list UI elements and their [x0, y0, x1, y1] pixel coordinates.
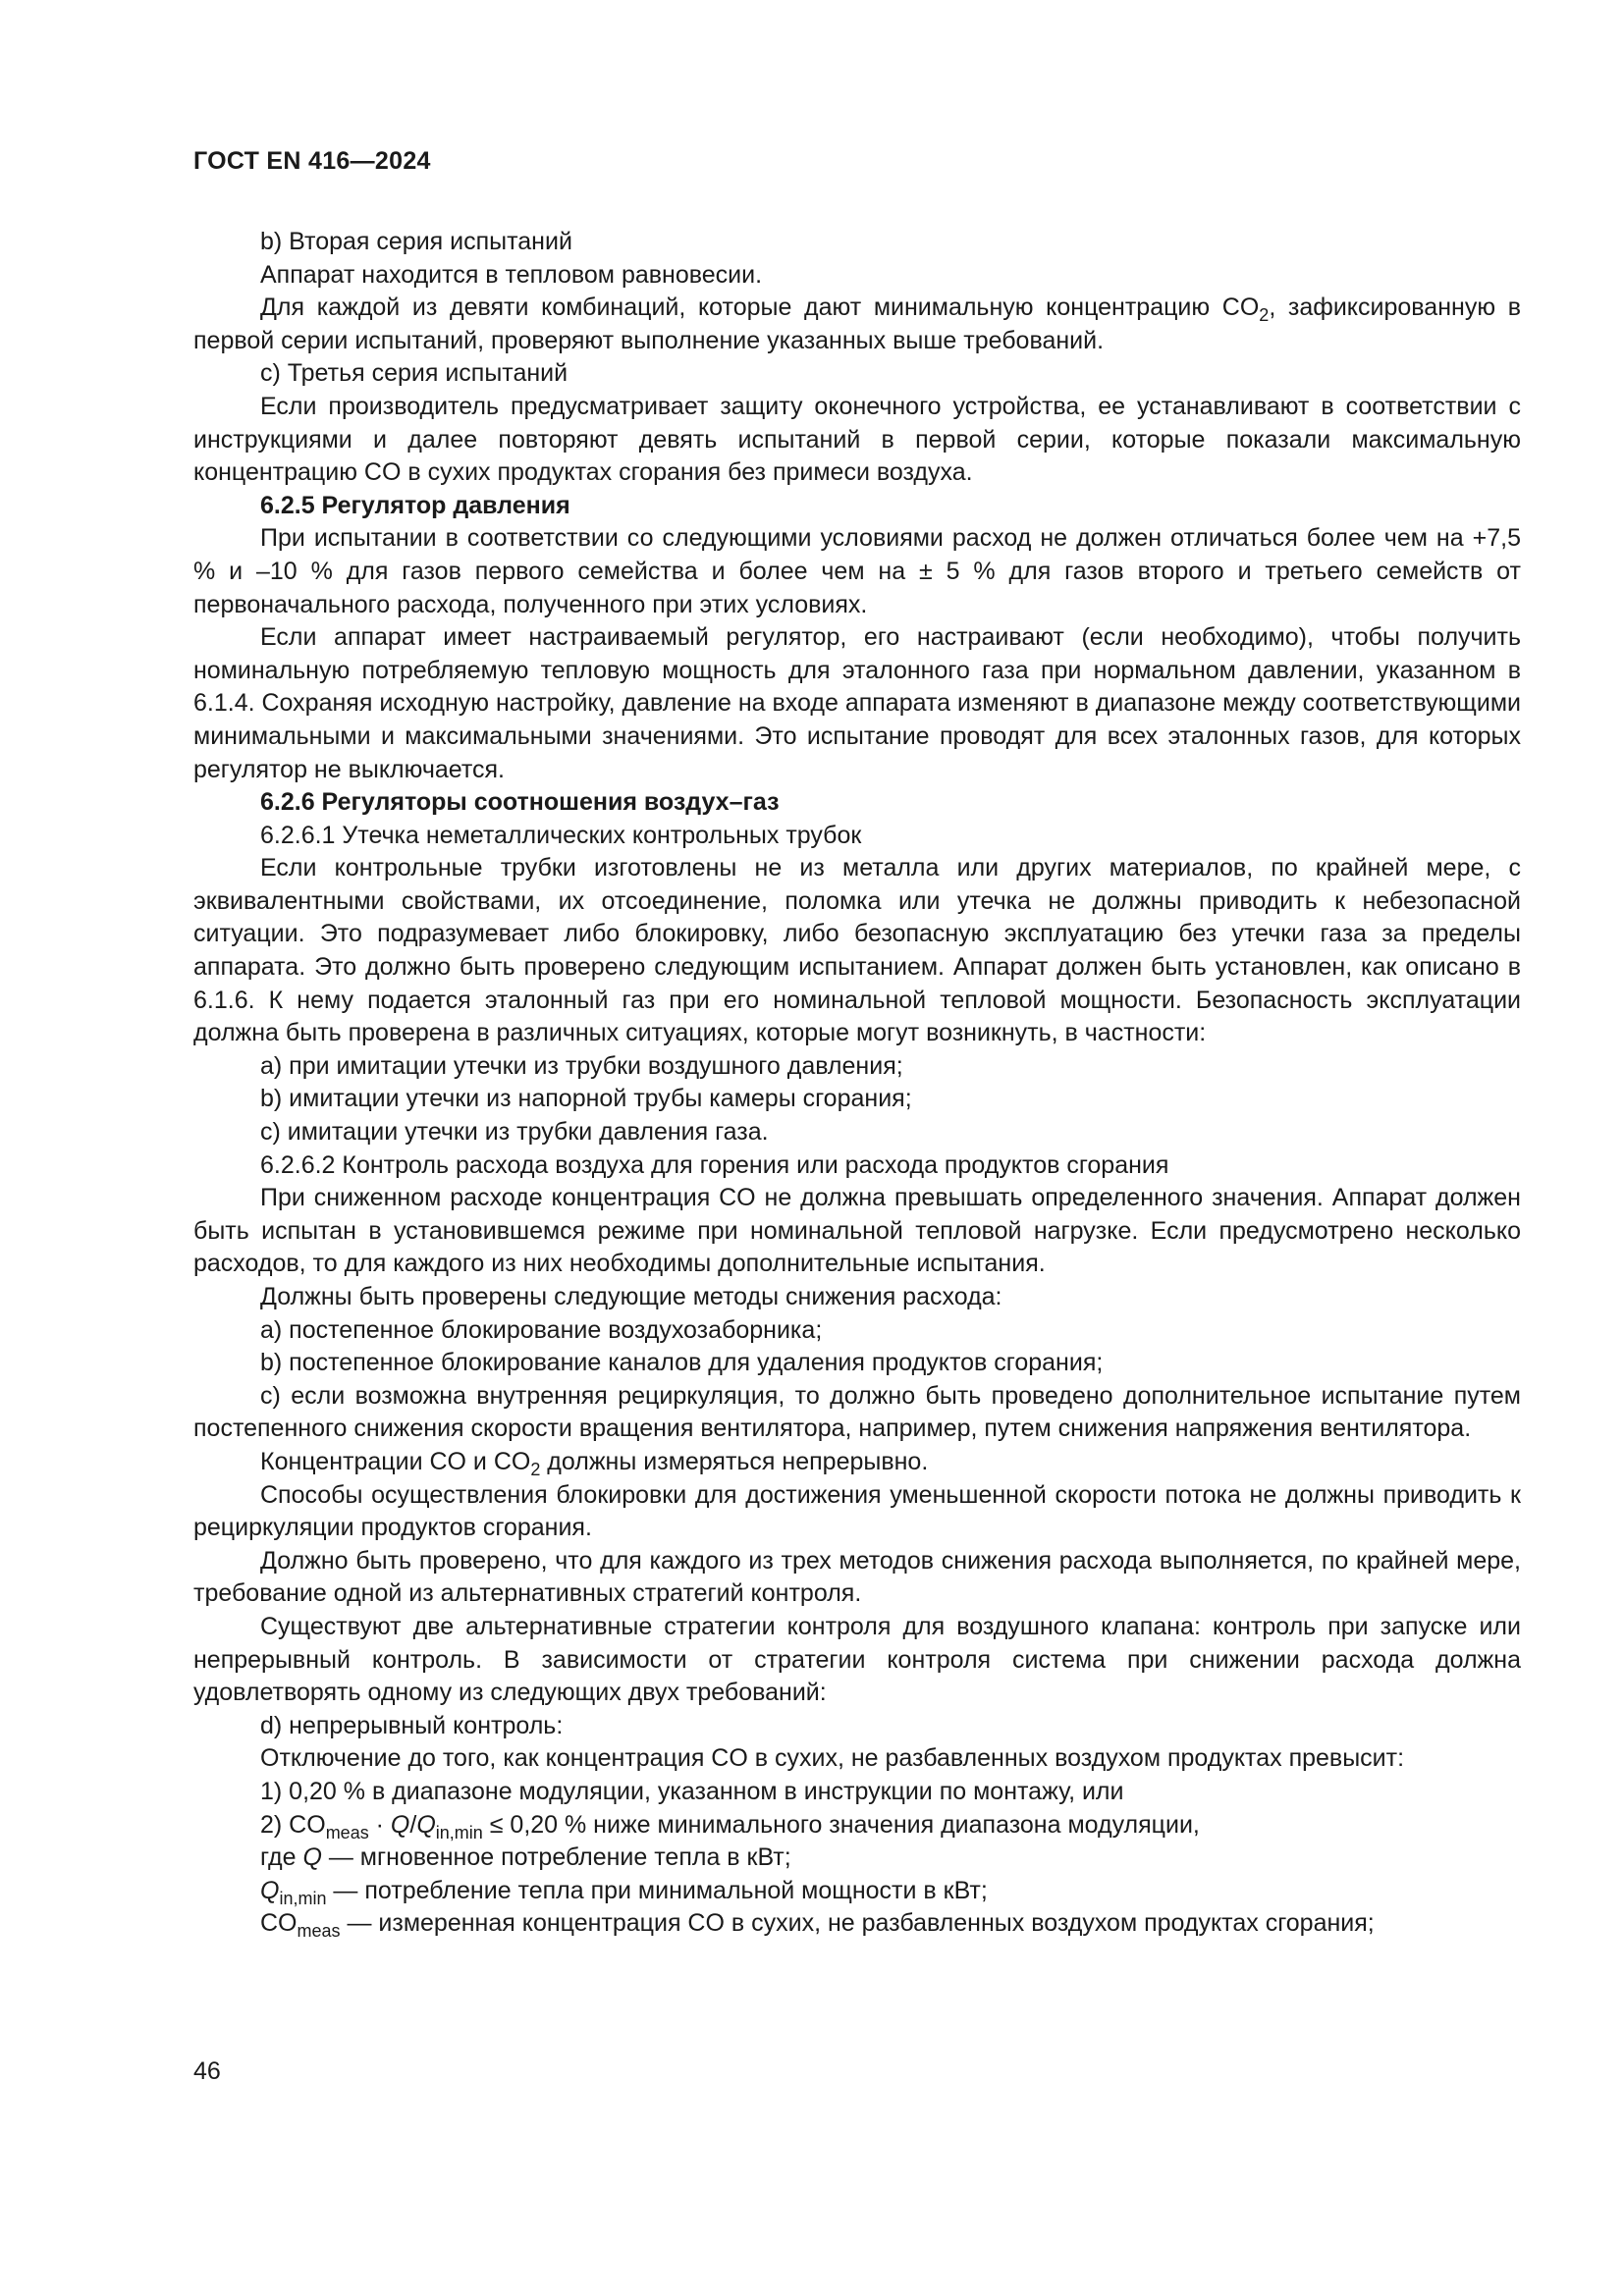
paragraph: Если производитель предусматривает защиту оконечного устройства, ее устанавливают в соответствии с инструкциями и далее повторяют девять испытаний в первой серии, которые показали максимальную концентрацию CO в сухих продуктах сгорания без примеси воздуха. — [193, 392, 1521, 487]
paragraph: Концентрации CO и $CO_2$ должны измеряться непрерывно. — [260, 1447, 929, 1479]
paragraph: Отключение до того, как концентрация CO в сухих, не разбавленных воздухом продуктах превысит: — [260, 1744, 1405, 1773]
formula-definition: где Q — мгновенное потребление тепла в кВт; — [260, 1843, 791, 1872]
formula-definition: $CO_{meas}$ — измеренная концентрация CO в сухих, не разбавленных воздухом продуктах сгорания; — [260, 1909, 1375, 1942]
paragraph: Существуют две альтернативные стратегии контроля для воздушного клапана: контроль при запуске или непрерывный контроль. В зависимости от стратегии контроля система при снижении расхода должна удовлетворять одному из следующих двух требований: — [193, 1612, 1521, 1707]
page-number: 46 — [193, 2057, 221, 2085]
list-item: d) непрерывный контроль: — [260, 1711, 564, 1739]
subsection-heading: 6.2.6.2 Контроль расхода воздуха для горения или расхода продуктов сгорания — [260, 1150, 1169, 1179]
paragraph: Аппарат находится в тепловом равновесии. — [260, 260, 763, 289]
list-item: c) Третья серия испытаний — [260, 359, 568, 388]
paragraph: Для каждой из девяти комбинаций, которые дают минимальную концентрацию $CO_2$, зафиксированную в первой серии испытаний, проверяют выполнение указанных выше требований. — [193, 294, 1521, 354]
paragraph: Если аппарат имеет настраиваемый регулятор, его настраивают (если необходимо), чтобы получить номинальную потребляемую тепловую мощность для эталонного газа при нормальном давлении, указанном в 6.1.4. Сохраняя исходную настройку, давление на входе аппарата изменяют в диапазоне между соответствующими минимальными и максимальными значениями. Это испытание проводят для всех эталонных газов, для которых регулятор не выключается. — [193, 623, 1521, 783]
list-item: b) Вторая серия испытаний — [260, 228, 572, 255]
document-header: ГОСТ EN 416—2024 — [193, 147, 431, 175]
paragraph: Должно быть проверено, что для каждого из трех методов снижения расхода выполняется, по крайней мере, требование одной из альтернативных стратегий контроля. — [193, 1546, 1521, 1608]
list-item: b) постепенное блокирование каналов для удаления продуктов сгорания; — [260, 1349, 1104, 1377]
paragraph: При сниженном расходе концентрация CO не должна превышать определенного значения. Аппарат должен быть испытан в установившемся режиме при номинальной тепловой нагрузке. Если предусмотрено несколько расходов, то для каждого из них необходимы дополнительные испытания. — [193, 1184, 1521, 1278]
paragraph: При испытании в соответствии со следующими условиями расход не должен отличаться более чем на +7,5 % и –10 % для газов первого семейства и более чем на ± 5 % для газов второго и третьего семейств от первоначального расхода, полученного при этих условиях. — [193, 524, 1521, 618]
formula-line: 2) $CO_{meas} \cdot Q/Q_{in,min} \le 0,20$ % ниже минимального значения диапазона модуляции, — [260, 1810, 1200, 1842]
list-item: c) если возможна внутренняя рециркуляция, то должно быть проведено дополнительное испытание путем постепенного снижения скорости вращения вентилятора, например, путем снижения напряжения вентилятора. — [193, 1381, 1521, 1443]
subsection-heading: 6.2.6.1 Утечка неметаллических контрольных трубок — [260, 821, 862, 849]
section-heading: 6.2.5 Регулятор давления — [260, 491, 570, 519]
paragraph: Должны быть проверены следующие методы снижения расхода: — [260, 1283, 1002, 1310]
list-item: b) имитации утечки из напорной трубы камеры сгорания; — [260, 1085, 912, 1113]
paragraph: Способы осуществления блокировки для достижения уменьшенной скорости потока не должны приводить к рециркуляции продуктов сгорания. — [193, 1480, 1521, 1542]
document-body — [193, 226, 1521, 1941]
paragraph: Если контрольные трубки изготовлены не из металла или других материалов, по крайней мере, с эквивалентными свойствами, их отсоединение, поломка или утечка не должны приводить к небезопасной ситуации. Это подразумевает либо блокировку, либо безопасную эксплуатацию без утечки газа за пределы аппарата. Это должно быть проверено следующим испытанием. Аппарат должен быть установлен, как описано в 6.1.6. К нему подается эталонный газ при его номинальной тепловой мощности. Безопасность эксплуатации должна быть проверена в различных ситуациях, которые могут возникнуть, в частности: — [193, 854, 1521, 1047]
list-item: c) имитации утечки из трубки давления газа. — [260, 1118, 769, 1147]
list-item: 1) 0,20 % в диапазоне модуляции, указанном в инструкции по монтажу, или — [260, 1777, 1124, 1805]
list-item: a) при имитации утечки из трубки воздушного давления; — [260, 1051, 903, 1080]
list-item: a) постепенное блокирование воздухозаборника; — [260, 1315, 823, 1344]
formula-definition: $Q_{in,min}$ — потребление тепла при минимальной мощности в кВт; — [260, 1876, 988, 1908]
section-heading: 6.2.6 Регуляторы соотношения воздух–газ — [260, 788, 780, 817]
